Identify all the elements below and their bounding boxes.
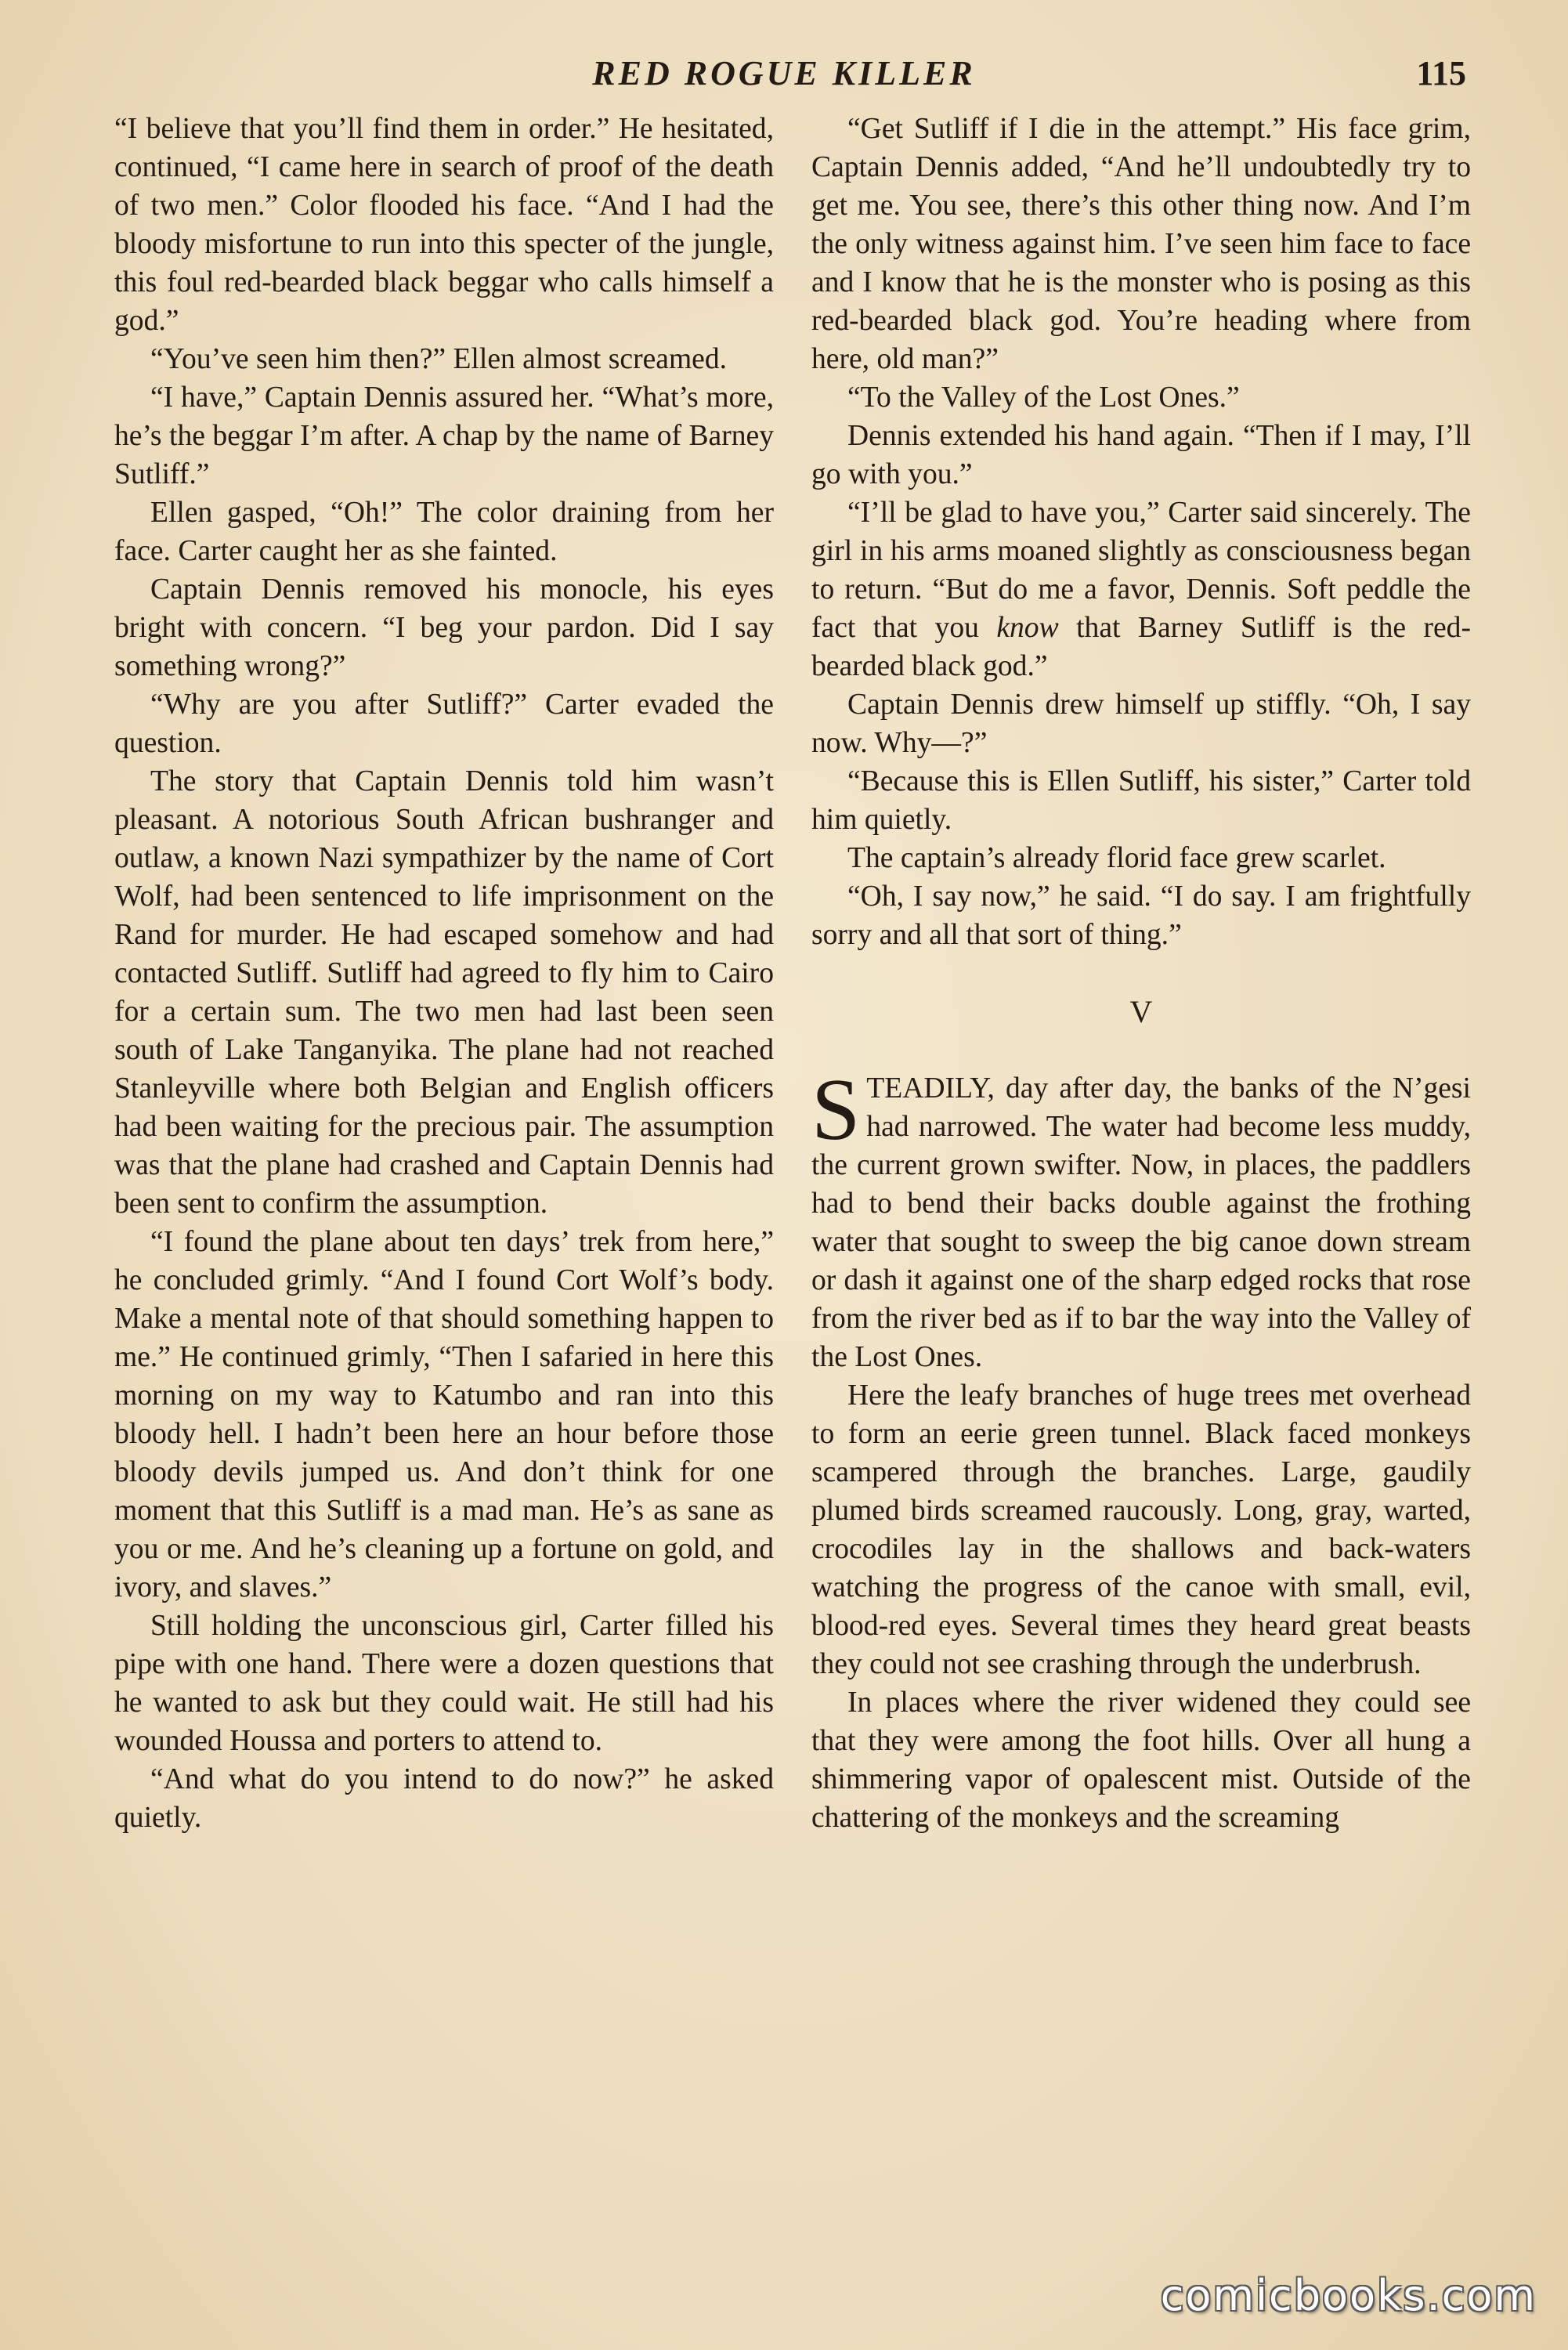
paragraph: Here the leafy branches of huge trees met overhead to form an eerie green tunnel. Black faced monkeys scampered through the branches. Large, gaudily plumed birds screamed raucously. Long, gray, warted, crocodiles lay in the shallows and back-waters watching the progress of the canoe with small, evil, blood-red eyes. Several times they heard great beasts they could not see crashing through the underbrush. [811,1379,1471,1680]
paragraph: “Oh, I say now,” he said. “I do say. I am frightfully sorry and all that sort of thing.” [811,880,1471,951]
page-number: 115 [1416,54,1466,92]
paragraph: “And what do you intend to do now?” he asked quietly. [114,1763,774,1834]
paragraph: “I found the plane about ten days’ trek from here,” he concluded grimly. “And I found Cort Wolf’s body. Make a mental note of that should something happen to me.” He continued grimly, “Then I safaried in here this morning on my way to Katumbo and ran into this bloody hell. I hadn’t been here an hour before those bloody devils jumped us. And don’t think for one moment that this Sutliff is a mad man. He’s as sane as you or me. And he’s cleaning up a fortune on gold, and ivory, and slaves.” [114,1226,774,1603]
paragraph: Captain Dennis removed his monocle, his eyes bright with concern. “I beg your pardon. Did I say something wrong?” [114,573,774,682]
paragraph: “You’ve seen him then?” Ellen almost screamed. [150,343,728,375]
paragraph [811,494,1471,685]
paragraph: Captain Dennis drew himself up stiffly. “Oh, I say now. Why—?” [811,689,1471,759]
paragraph-text: TEADILY, day after day, the banks of the N’gesi had narrowed. The water had become less muddy, the current grown swifter. Now, in places, the paddlers had to bend their backs double against the frothing water that sought to sweep the big canoe down stream or dash it against one of the sharp edged rocks that rose from the river bed as if to bar the way into the Valley of the Lost Ones. [811,1072,1471,1373]
watermark: comicbooks.com [1160,2271,1537,2320]
left-column [114,110,774,1837]
paragraph: In places where the river widened they could see that they were among the foot hills. Over all hung a shimmering vapor of opalescent mist. Outside of the chattering of the monkeys and the screaming [811,1687,1471,1834]
running-title: RED ROGUE KILLER [592,54,976,92]
paragraph: “To the Valley of the Lost Ones.” [847,381,1240,414]
paragraph: Dennis extended his hand again. “Then if I may, I’ll go with you.” [811,420,1471,490]
paragraph: Ellen gasped, “Oh!” The color draining from her face. Carter caught her as she fainted. [114,497,774,567]
right-column [811,110,1471,1837]
paragraph: “I believe that you’ll find them in order.” He hesitated, continued, “I came here in search of proof of the death of two men.” Color flooded his face. “And I had the bloody misfortune to run into this specter of the jungle, this foul red-bearded black beggar who calls himself a god.” [114,113,774,337]
paragraph: “Why are you after Sutliff?” Carter evaded the question. [114,689,774,759]
drop-cap: S [811,1061,861,1159]
paragraph-text: that Barney Sutliff is the red-bearded black god.” [811,612,1471,682]
emphasized-word: know [996,612,1059,644]
paragraph: Still holding the unconscious girl, Carter filled his pipe with one hand. There were a dozen questions that he wanted to ask but they could wait. He still had his wounded Houssa and porters to attend to. [114,1610,774,1757]
paragraph-text: “I’ll be glad to have you,” Carter said sincerely. The girl in his arms moaned slightly as consciousness began to return. “But do me a favor, Dennis. Soft peddle the fact that you [811,497,1471,644]
paragraph: “I have,” Captain Dennis assured her. “What’s more, he’s the beggar I’m after. A chap by the name of Barney Sutliff.” [114,381,774,490]
paragraph: The captain’s already florid face grew scarlet. [847,842,1386,874]
paragraph: “Get Sutliff if I die in the attempt.” His face grim, Captain Dennis added, “And he’ll undoubtedly try to get me. You see, there’s this other thing now. And I’m the only witness against him. I’ve seen him face to face and I know that he is the monster who is posing as this red-bearded black god. You’re heading where from here, old man?” [811,113,1471,375]
section-heading: V [1129,994,1153,1029]
paragraph: “Because this is Ellen Sutliff, his sister,” Carter told him quietly. [811,765,1471,836]
paragraph: The story that Captain Dennis told him wasn’t pleasant. A notorious South African bushranger and outlaw, a known Nazi sympathizer by the name of Cort Wolf, had been sentenced to life imprisonment on the Rand for murder. He had escaped somehow and had contacted Sutliff. Sutliff had agreed to fly him to Cairo for a certain sum. The two men had last been seen south of Lake Tanganyika. The plane had not reached Stanleyville where both Belgian and English officers had been waiting for the precious pair. The assumption was that the plane had crashed and Captain Dennis had been sent to confirm the assumption. [114,765,774,1220]
paragraph [811,1061,1471,1376]
